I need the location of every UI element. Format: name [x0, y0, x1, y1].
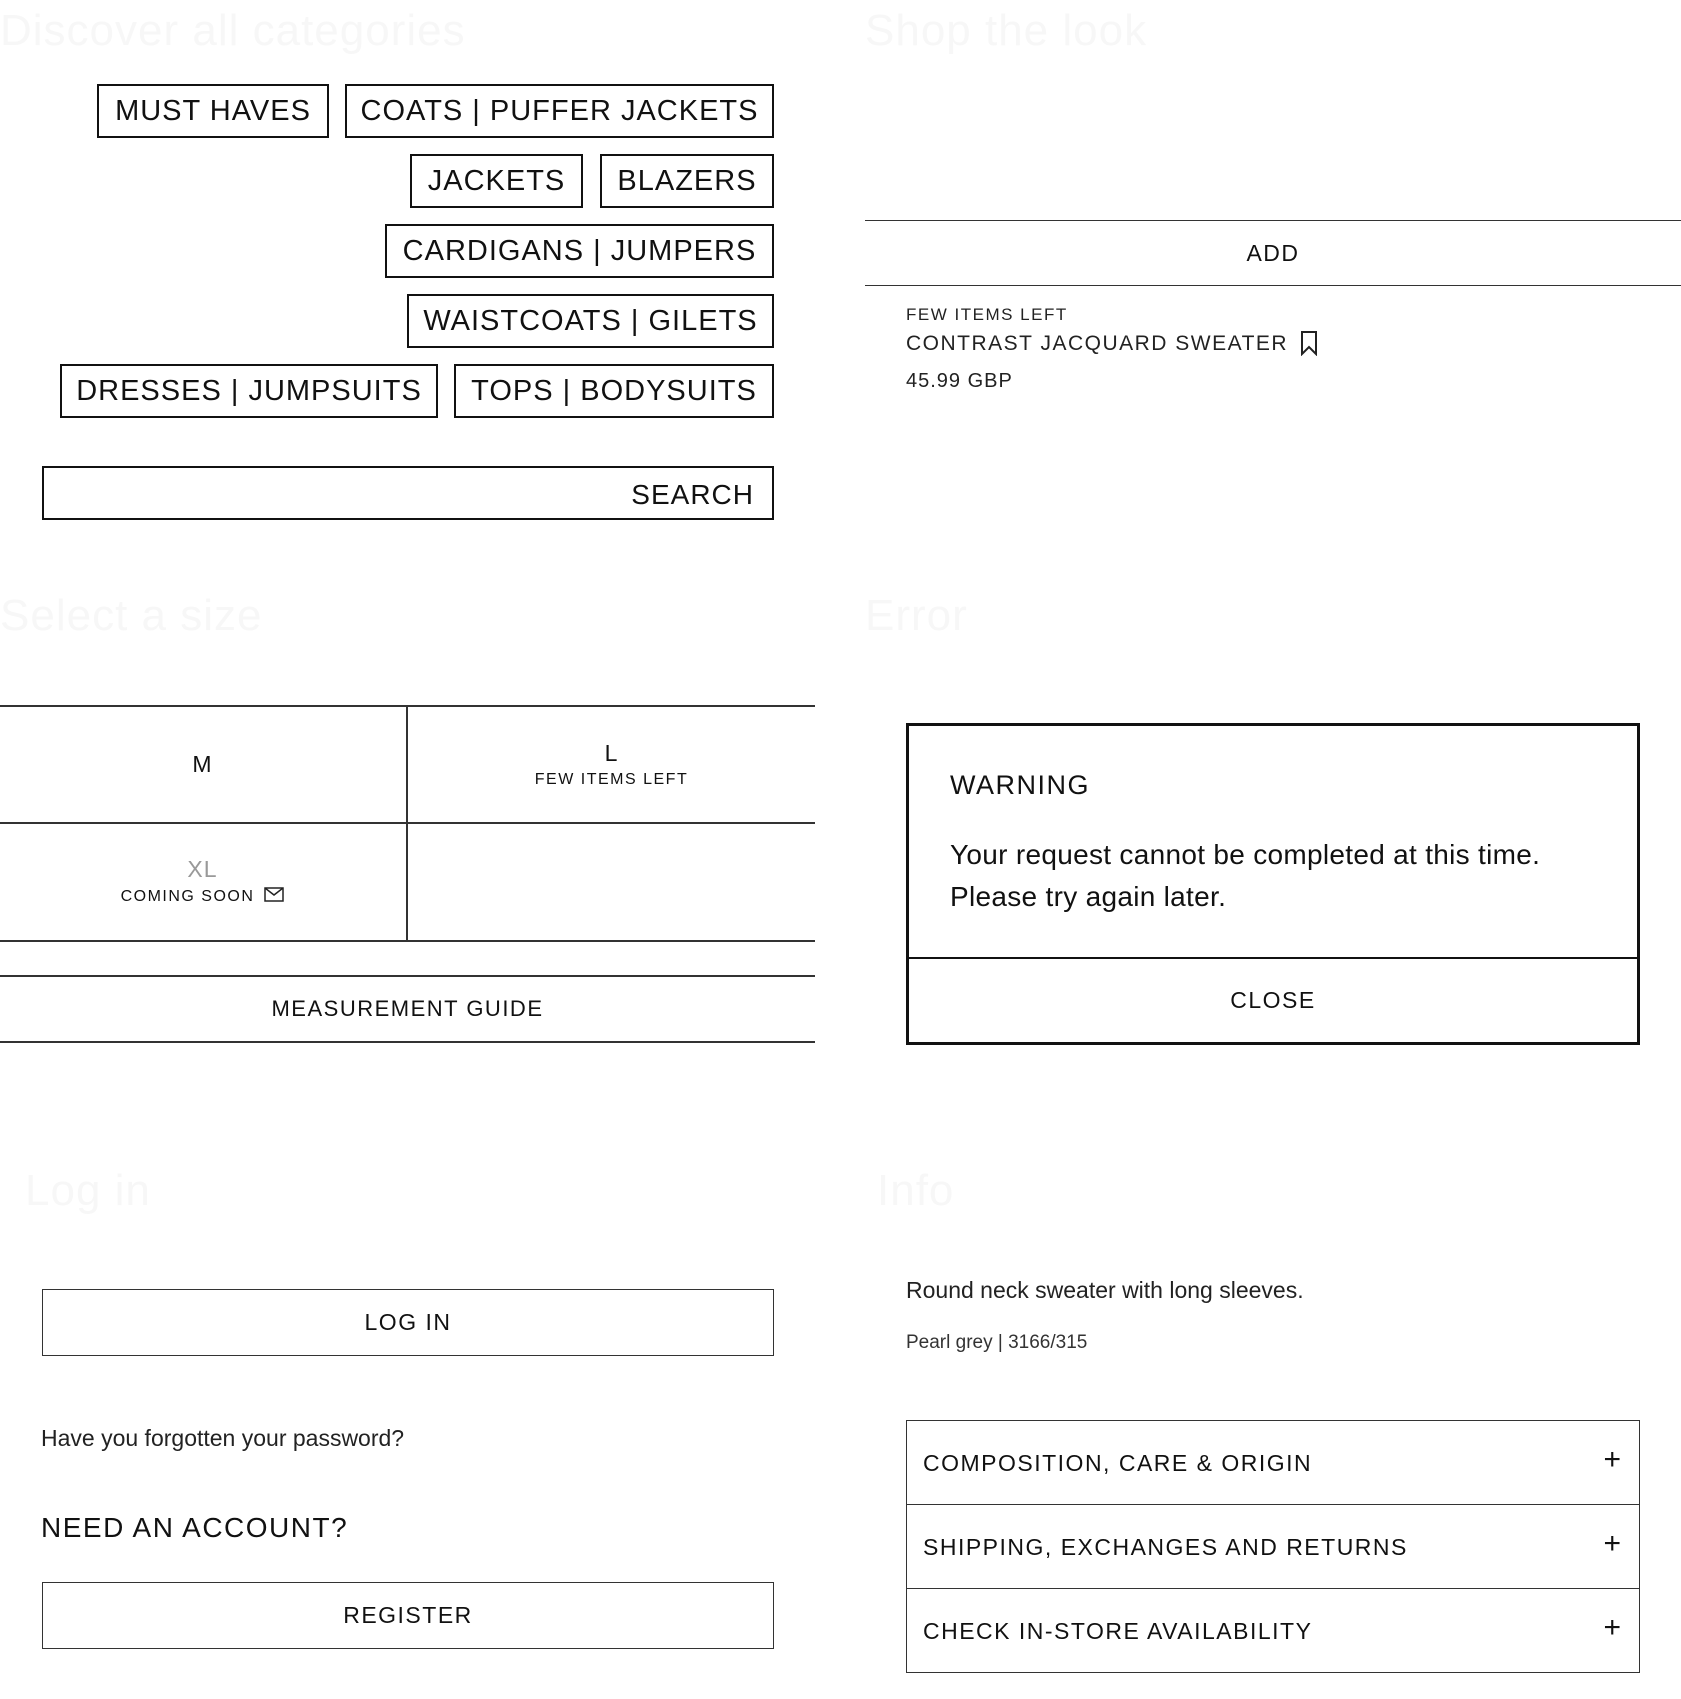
category-waistcoats-gilets[interactable]: WAISTCOATS | GILETS [407, 294, 774, 348]
account-panel [0, 1160, 815, 1699]
warning-dialog [906, 723, 1640, 1045]
panel-title: Discover all categories [0, 6, 466, 55]
accordion-composition[interactable] [906, 1420, 1640, 1505]
description-panel [865, 1160, 1681, 1699]
category-must-haves[interactable]: MUST HAVES [97, 84, 329, 138]
bookmark-icon[interactable] [1297, 330, 1321, 356]
size-label: M [192, 750, 213, 777]
product-panel [865, 0, 1681, 540]
accordion-label: SHIPPING, EXCHANGES AND RETURNS [923, 1534, 1408, 1560]
measurement-guide-button[interactable]: MEASUREMENT GUIDE [0, 975, 815, 1043]
need-account-heading: NEED AN ACCOUNT? [41, 1512, 349, 1543]
plus-icon: + [1603, 1443, 1621, 1476]
product-name[interactable]: CONTRAST JACQUARD SWEATER [906, 332, 1289, 355]
stock-note: FEW ITEMS LEFT [906, 305, 1068, 324]
size-option-l[interactable] [408, 707, 815, 821]
search-input[interactable] [42, 466, 774, 520]
panel-title: Info [877, 1166, 955, 1215]
envelope-icon[interactable] [264, 887, 284, 907]
size-label: XL [187, 856, 218, 882]
error-panel [865, 585, 1681, 1105]
size-panel [0, 585, 815, 1105]
panel-title: Shop the look [865, 6, 1148, 55]
category-jackets[interactable]: JACKETS [410, 154, 583, 208]
size-note: COMING SOON [120, 888, 255, 905]
product-description: Round neck sweater with long sleeves. [906, 1277, 1304, 1303]
accordion-store-availability[interactable] [906, 1588, 1640, 1673]
category-dresses-jumpsuits[interactable]: DRESSES | JUMPSUITS [60, 364, 438, 418]
plus-icon: + [1603, 1611, 1621, 1644]
plus-icon: + [1603, 1527, 1621, 1560]
panel-title: Log in [25, 1166, 151, 1215]
accordion-label: CHECK IN-STORE AVAILABILITY [923, 1618, 1313, 1644]
dialog-message: Your request cannot be completed at this time. Please try again later. [950, 839, 1541, 912]
panel-title: Error [865, 591, 968, 640]
size-option-xl[interactable] [0, 824, 405, 939]
login-button[interactable]: LOG IN [42, 1289, 774, 1356]
forgot-password-link[interactable]: Have you forgotten your password? [41, 1425, 405, 1451]
dialog-title: WARNING [950, 770, 1090, 800]
add-button[interactable]: ADD [865, 220, 1681, 286]
categories-panel [0, 0, 815, 540]
category-blazers[interactable]: BLAZERS [600, 154, 774, 208]
size-label: L [604, 739, 619, 766]
category-coats-puffer-jackets[interactable]: COATS | PUFFER JACKETS [345, 84, 774, 138]
product-price: 45.99 GBP [906, 370, 1013, 392]
category-cardigans-jumpers[interactable]: CARDIGANS | JUMPERS [385, 224, 774, 278]
accordion-shipping[interactable] [906, 1504, 1640, 1589]
close-button[interactable]: CLOSE [909, 957, 1637, 1042]
category-tops-bodysuits[interactable]: TOPS | BODYSUITS [454, 364, 774, 418]
search-label: SEARCH [631, 479, 754, 510]
size-option-m[interactable] [0, 707, 405, 821]
register-button[interactable]: REGISTER [42, 1582, 774, 1649]
accordion-label: COMPOSITION, CARE & ORIGIN [923, 1450, 1313, 1476]
panel-title: Select a size [0, 591, 263, 640]
size-note: FEW ITEMS LEFT [534, 770, 689, 788]
product-reference: Pearl grey | 3166/315 [906, 1332, 1088, 1353]
